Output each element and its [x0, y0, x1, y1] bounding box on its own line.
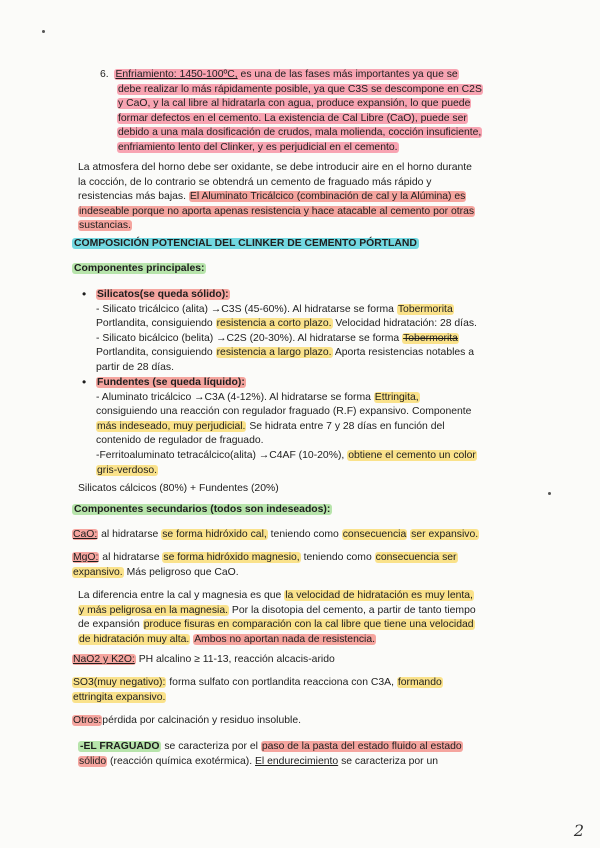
- mgo-a: al hidratarse: [102, 552, 160, 563]
- cao-d: consecuencia: [342, 529, 407, 540]
- otros-line: [72, 714, 532, 729]
- so3-a: forma sulfato con portlandita reacciona con C3A,: [169, 677, 394, 688]
- cao-e: ser expansivo.: [411, 529, 479, 540]
- so3-label: SO3(muy negativo):: [73, 677, 166, 688]
- c3a-line-f: contenido de regulador de fraguado.: [96, 435, 264, 447]
- diferencia-4b: Ambos no aportan nada de resistencia.: [194, 633, 376, 645]
- fraguado-e: El endurecimiento: [255, 755, 339, 767]
- item-6-line-5: debido a una mala dosificación de crudos, mala molienda, cocción insuficiente,: [118, 127, 482, 139]
- section-title: COMPOSICIÓN POTENCIAL DEL CLINKER DE CEMENTO PÓRTLAND: [74, 238, 417, 249]
- atmosfera-line-3b: El Aluminato Tricálcico (combinación de cal y la Alúmina) es: [189, 191, 466, 203]
- mgo-block: [72, 551, 532, 580]
- item-6-line-6: enfriamiento lento del Clinker, y es perjudicial en el cemento.: [118, 141, 398, 153]
- alita-line-c: Portlandita, consiguiendo: [96, 318, 213, 330]
- fraguado-label: -EL FRAGUADO: [80, 741, 160, 752]
- atmosfera-line-3a: resistencias más bajas.: [78, 191, 186, 203]
- principales-heading-wrap: [72, 262, 206, 277]
- mgo-e: expansivo.: [73, 566, 123, 578]
- belita-aporta: Aporta resistencias notables a: [334, 347, 475, 359]
- diferencia-3a: de expansión: [78, 619, 140, 631]
- belita-line-c: Portlandita, consiguiendo: [96, 347, 213, 359]
- diferencia-4a: de hidratación muy alta.: [79, 633, 190, 645]
- cao-label: CaO:: [73, 529, 98, 540]
- alita-line-a: - Silicato tricálcico (alita) →C3S (45-60%). Al hidratarse se forma: [96, 303, 394, 315]
- mgo-label: MgO:: [73, 552, 99, 563]
- otros-text: pérdida por calcinación y residuo insoluble.: [102, 715, 301, 726]
- cao-line: [72, 528, 532, 543]
- so3-b: formando: [397, 677, 442, 688]
- atmosfera-line-5: sustancias.: [79, 220, 131, 232]
- diferencia-1a: La diferencia entre la cal y magnesia es que: [78, 590, 282, 601]
- mgo-d: consecuencia ser: [375, 552, 457, 563]
- fraguado-a: se caracteriza por el: [164, 741, 258, 752]
- item-6-line-4: formar defectos en el cemento. La existencia de Cal Libre (CaO), puede ser: [118, 112, 467, 124]
- c3a-ettringita: Ettringita,: [374, 391, 419, 403]
- belita-resistencia: resistencia a largo plazo.: [216, 347, 332, 359]
- so3-block: [72, 676, 532, 705]
- alita-velocidad: Velocidad hidratación: 28 días.: [335, 318, 477, 330]
- secundarios-heading-wrap: [72, 503, 332, 518]
- diferencia-1b: la velocidad de hidratación es muy lenta,: [285, 590, 473, 601]
- item-6-label: Enfriamiento: 1450-100ºC,: [115, 69, 238, 80]
- c3a-line-e: Se hidrata entre 7 y 28 días en función del: [249, 420, 445, 432]
- cao-c: teniendo como: [270, 529, 339, 540]
- c3a-line-a: - Aluminato tricálcico →C3A (4-12%). Al hidratarse se forma: [96, 391, 371, 403]
- bullet-silicatos: •: [82, 287, 87, 301]
- mgo-b: se forma hidróxido magnesio,: [163, 552, 300, 563]
- alita-resistencia: resistencia a corto plazo.: [216, 318, 332, 330]
- naok-label: NaO2 y K2O:: [73, 654, 135, 665]
- silicatos-block: [96, 288, 516, 376]
- fraguado-b: paso de la pasta del estado fluido al estado: [261, 741, 462, 752]
- atmosfera-line-4: indeseable porque no aporta apenas resistencia y hace atacable al cemento por otras: [79, 205, 475, 217]
- fundentes-block: [96, 376, 516, 478]
- speck-mark-2: [548, 492, 551, 495]
- c4af-gris: gris-verdoso.: [97, 464, 158, 476]
- atmosfera-line-1: La atmosfera del horno debe ser oxidante, se debe introducir aire en el horno durante: [78, 162, 472, 173]
- otros-label: Otros:: [73, 715, 102, 726]
- diferencia-paragraph: [78, 589, 538, 647]
- belita-line-f: partir de 28 días.: [96, 361, 174, 373]
- fraguado-f: se caracteriza por un: [341, 755, 439, 767]
- mgo-f: Más peligroso que CaO.: [126, 566, 239, 578]
- diferencia-2: y más peligrosa en la magnesia.: [79, 604, 229, 616]
- item-6-line-2: debe realizar lo más rápidamente posible, ya que C3S se descompone en C2S: [118, 83, 482, 95]
- belita-line-a: - Silicato bicálcico (belita) →C2S (20-30%). Al hidratarse se forma: [96, 332, 400, 344]
- naok-text: PH alcalino ≥ 11-13, reacción alcacis-arido: [138, 654, 335, 665]
- so3-c: ettringita expansivo.: [73, 691, 166, 703]
- cao-b: se forma hidróxido cal,: [162, 529, 267, 540]
- fundentes-title: Fundentes (se queda líquido):: [97, 377, 245, 388]
- silicatos-title: Silicatos(se queda sólido):: [97, 289, 229, 300]
- diferencia-3b: produce fisuras en comparación con la cal libre que tiene una velocidad: [143, 619, 474, 631]
- page-number: 2: [573, 821, 584, 840]
- belita-tobermorita: Tobermorita: [403, 332, 458, 344]
- mgo-c: teniendo como: [303, 552, 372, 563]
- item-6-paragraph: [100, 68, 520, 156]
- naok-line: [72, 653, 532, 668]
- fraguado-d: (reacción química exotérmica).: [110, 755, 253, 767]
- speck-mark: [42, 30, 45, 33]
- bullet-fundentes: •: [82, 375, 87, 389]
- resumen-line: Silicatos cálcicos (80%) + Fundentes (20%): [78, 483, 279, 494]
- fraguado-c: sólido: [79, 755, 107, 767]
- c4af-line-a: -Ferritoaluminato tetracálcico(alita) →C4AF (10-20%),: [96, 449, 345, 461]
- c3a-line-c: consiguiendo una reacción con regulador fraguado (R.F) expansivo. Componente: [96, 406, 472, 418]
- item-6-line-1: es una de las fases más importantes ya que se: [240, 69, 458, 80]
- atmosfera-paragraph: [78, 161, 528, 234]
- alita-tobermorita: Tobermorita: [397, 303, 453, 315]
- item-6-line-3: y CaO, y la cal libre al hidratarla con agua, produce expansión, lo que puede: [118, 98, 471, 110]
- principales-heading: Componentes principales:: [74, 263, 205, 274]
- c3a-indeseado: más indeseado, muy perjudicial.: [97, 420, 246, 432]
- diferencia-2b: Por la disotopia del cemento, a partir de tanto tiempo: [231, 604, 476, 616]
- atmosfera-line-2: la cocción, de lo contrario se obtendrá un cemento de fraguado más rápido y: [78, 176, 432, 188]
- cao-a: al hidratarse: [101, 529, 159, 540]
- c4af-color: obtiene el cemento un color: [348, 449, 476, 461]
- section-title-wrap: [72, 237, 419, 252]
- item-6-number: 6.: [100, 69, 109, 80]
- fraguado-paragraph: [78, 740, 538, 769]
- secundarios-heading: Componentes secundarios (todos son indeseados):: [74, 504, 331, 515]
